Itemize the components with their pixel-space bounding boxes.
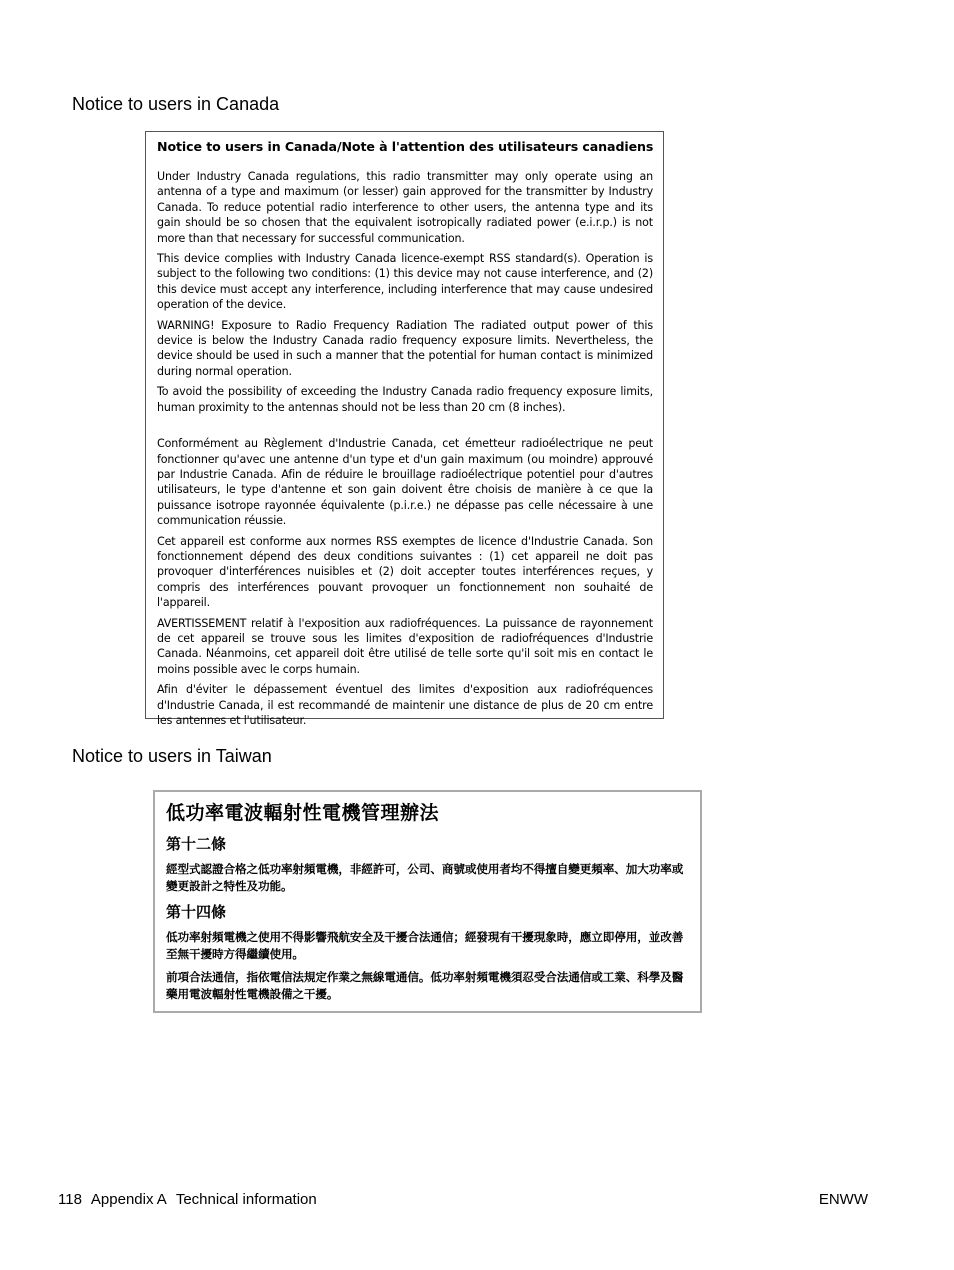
taiwan-notice-box xyxy=(153,790,702,1013)
canada-en-paragraph-4: To avoid the possibility of exceeding the Industry Canada radio frequency exposure limits, human proximity to the antennas should not be less than 20 cm (8 inches). xyxy=(157,385,653,414)
canada-fr-paragraph-1: Conformément au Règlement d'Industrie Canada, cet émetteur radioélectrique ne peut fonctionner qu'avec une antenne d'un type et d'un gain maximum (ou moindre) approuvé par Industrie Canada. Afin de réduire le brouillage radioélectrique potentiel pour d'autres utilisateurs, le type d'antenne et son gain doivent être choisis de manière à ce que la puissance isotrope rayonnée équivalente (p.i.r.e.) ne dépasse pas celle nécessaire à une communication réussie. xyxy=(157,437,653,528)
canada-fr-paragraph-2: Cet appareil est conforme aux normes RSS exemptes de licence d'Industrie Canada. Son fonctionnement dépend des deux conditions suivantes : (1) cet appareil ne doit pas provoquer d'interférences nuisibles et (2) doit accepter toutes interférences reçues, y compris des interférences pouvant provoquer un fonctionnement non souhaité de l'appareil. xyxy=(157,534,653,610)
footer-appendix: Appendix A xyxy=(90,1191,167,1208)
canada-en-paragraph-2: This device complies with Industry Canada licence-exempt RSS standard(s). Operation is subject to the following two conditions: (1) this device may not cause interference, and (2) this device must accept any interference, including interference that may cause undesired operation of the device. xyxy=(157,252,653,312)
canada-en-paragraph-3: WARNING! Exposure to Radio Frequency Radiation The radiated output power of this device is below the Industry Canada radio frequency exposure limits. Nevertheless, the device should be used in such a manner that the potential for human contact is minimized during normal operation. xyxy=(157,318,653,378)
page-footer-left xyxy=(58,1191,326,1208)
taiwan-box-title: 低功率電波輻射性電機管理辦法 xyxy=(166,802,440,824)
language-spacer xyxy=(157,420,653,436)
canada-box-title: Notice to users in Canada/Note à l'attention des utilisateurs canadiens xyxy=(157,139,654,154)
canada-en-paragraph-1: Under Industry Canada regulations, this radio transmitter may only operate using an antenna of a type and maximum (or lesser) gain approved for the transmitter by Industry Canada. To reduce potential radio interference to other users, the antenna type and its gain should be so chosen that the equivalent isotropically radiated power (e.i.r.p.) is not more than that necessary for successful communication. xyxy=(157,170,653,245)
taiwan-article-14-heading: 第十四條 xyxy=(166,903,227,921)
taiwan-article-14-text-1: 低功率射頻電機之使用不得影響飛航安全及干擾合法通信；經發現有干擾現象時，應立即停用，並改善至無干擾時方得繼續使用。 xyxy=(166,930,684,961)
taiwan-article-12-heading: 第十二條 xyxy=(166,835,227,853)
taiwan-heading: Notice to users in Taiwan xyxy=(72,746,272,766)
taiwan-article-14-text-2: 前項合法通信，指依電信法規定作業之無線電通信。低功率射頻電機須忍受合法通信或工業、科學及醫藥用電波輻射性電機設備之干擾。 xyxy=(166,970,684,1001)
canada-fr-paragraph-4: Afin d'éviter le dépassement éventuel des limites d'exposition aux radiofréquences d'Industrie Canada, il est recommandé de maintenir une distance de plus de 20 cm entre les antennes et l'utilisateur. xyxy=(157,683,653,727)
canada-notice-box xyxy=(145,131,664,727)
footer-chapter: Technical information xyxy=(175,1191,317,1208)
footer-doc-code: ENWW xyxy=(818,1191,868,1208)
canada-fr-paragraph-3: AVERTISSEMENT relatif à l'exposition aux radiofréquences. La puissance de rayonnement de cet appareil se trouve sous les limites d'exposition de radiofréquences d'Industrie Canada. Néanmoins, cet appareil doit être utilisé de telle sorte qu'il soit mis en contact le moins possible avec le corps humain. xyxy=(157,616,653,676)
page-number: 118 xyxy=(58,1191,82,1208)
canada-heading: Notice to users in Canada xyxy=(72,94,280,114)
taiwan-article-12-text: 經型式認證合格之低功率射頻電機，非經許可，公司、商號或使用者均不得擅自變更頻率、加大功率或變更設計之特性及功能。 xyxy=(166,862,684,893)
